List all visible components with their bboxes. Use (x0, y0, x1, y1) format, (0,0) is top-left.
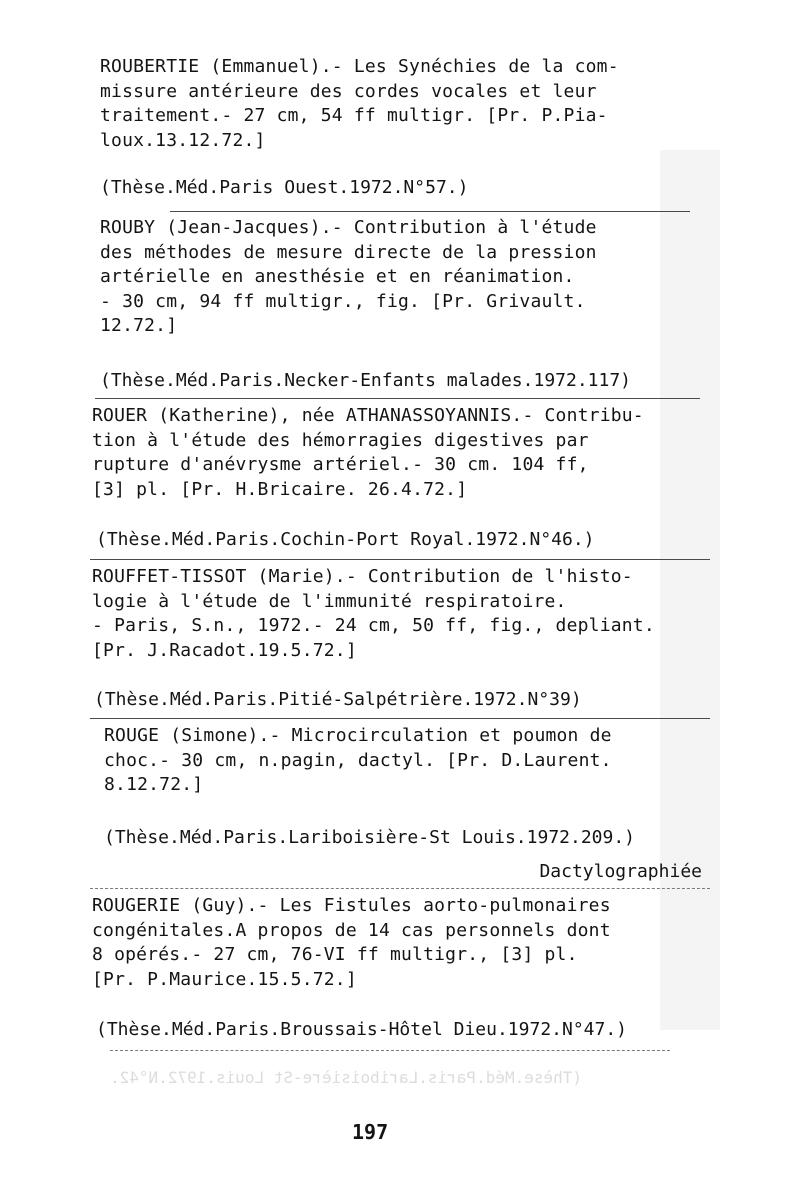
entry-line: tion à l'étude des hémorragies digestives par (92, 429, 589, 451)
entry-line: artérielle en anesthésie et en réanimation. (100, 266, 575, 287)
thesis-reference: (Thèse.Méd.Paris.Pitié-Salpétrière.1972.N°39) (94, 689, 582, 710)
catalog-entry-rouer (92, 404, 702, 502)
entry-line: ROUGERIE (Guy).- Les Fistules aorto-pulmonaires (92, 895, 611, 916)
entry-divider (90, 718, 710, 719)
catalog-entry-rouffet-tissot (92, 565, 702, 663)
entry-line: ROUBERTIE (Emmanuel).- Les Synéchies de la com- (100, 56, 619, 77)
entry-line: 8.12.72.] (104, 774, 204, 795)
entry-line: [Pr. P.Maurice.15.5.72.] (92, 968, 357, 990)
entry-line: choc.- 30 cm, n.pagin, dactyl. [Pr. D.Laurent. (104, 749, 612, 771)
entry-divider (90, 888, 710, 889)
bleed-through-text: (Thèse.Méd.Paris.Lariboisière-St Louis.1972.N°42. (110, 1068, 583, 1087)
catalog-entry-rouby (100, 216, 710, 339)
entry-divider (90, 559, 710, 560)
entry-line: 12.72.] (100, 315, 178, 336)
entry-line: logie à l'étude de l'immunité respiratoire. (92, 590, 567, 612)
page-number: 197 (352, 1120, 389, 1144)
entry-line: [Pr. J.Racadot.19.5.72.] (92, 639, 357, 661)
catalog-entry-roubertie (100, 55, 710, 153)
entry-line: ROUGE (Simone).- Microcirculation et poumon de (104, 725, 612, 746)
entry-line: ROUER (Katherine), née ATHANASSOYANNIS.- Contribu- (92, 405, 644, 426)
entry-line: [3] pl. [Pr. H.Bricaire. 26.4.72.] (92, 478, 468, 500)
entry-line: traitement.- 27 cm, 54 ff multigr. [Pr. P.Pia- (100, 105, 608, 126)
entry-divider (170, 211, 690, 212)
entry-line: 8 opérés.- 27 cm, 76-VI ff multigr., [3] pl. (92, 944, 578, 965)
entry-line: ROUFFET-TISSOT (Marie).- Contribution de l'histo- (92, 566, 633, 587)
catalog-entry-rouge (104, 724, 714, 798)
format-note: Dactylographiée (539, 861, 702, 882)
entry-line: - Paris, S.n., 1972.- 24 cm, 50 ff, fig., depliant. (92, 615, 655, 636)
thesis-reference: (Thèse.Méd.Paris.Necker-Enfants malades.1972.117) (100, 370, 632, 391)
entry-line: rupture d'anévrysme artériel.- 30 cm. 104 ff, (92, 454, 589, 475)
entry-line: congénitales.A propos de 14 cas personnels dont (92, 919, 611, 941)
thesis-reference: (Thèse.Méd.Paris.Broussais-Hôtel Dieu.1972.N°47.) (96, 1019, 628, 1040)
entry-line: ROUBY (Jean-Jacques).- Contribution à l'étude (100, 217, 597, 238)
entry-line: missure antérieure des cordes vocales et leur (100, 80, 597, 102)
thesis-reference: (Thèse.Méd.Paris.Lariboisière-St Louis.1972.209.) (104, 827, 636, 848)
entry-divider (95, 398, 700, 399)
entry-line: loux.13.12.72.] (100, 129, 266, 151)
thesis-reference: (Thèse.Méd.Paris.Cochin-Port Royal.1972.N°46.) (96, 529, 595, 550)
entry-divider (110, 1050, 670, 1051)
catalog-entry-rougerie (92, 894, 702, 992)
thesis-reference: (Thèse.Méd.Paris Ouest.1972.N°57.) (100, 177, 469, 198)
entry-line: - 30 cm, 94 ff multigr., fig. [Pr. Grivault. (100, 290, 586, 312)
entry-line: des méthodes de mesure directe de la pression (100, 241, 597, 263)
